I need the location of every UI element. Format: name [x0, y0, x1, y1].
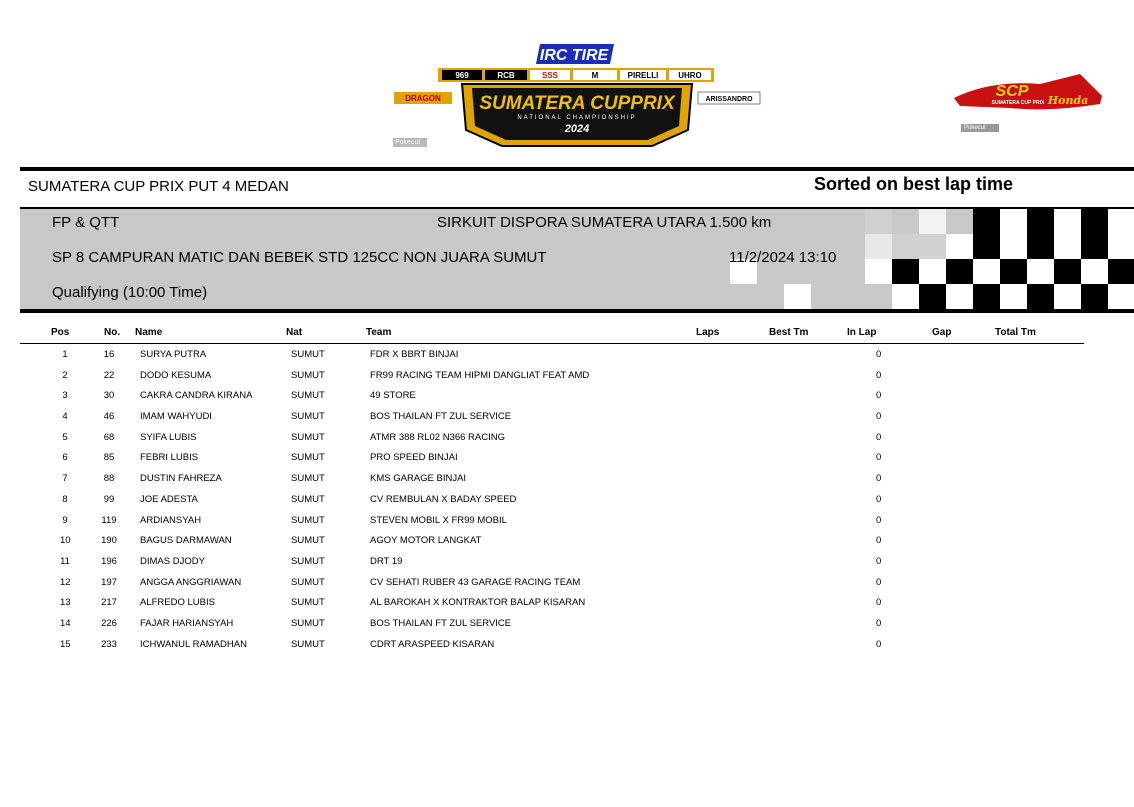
row-in-lap: 0 [876, 452, 882, 464]
row-in-lap: 0 [876, 514, 882, 526]
checker-square [1027, 259, 1054, 284]
header-bottom-rule [20, 309, 1134, 313]
table-row [20, 530, 1084, 551]
col-no: No. [104, 327, 121, 338]
main-year-text: 2024 [564, 123, 590, 135]
checker-square [946, 259, 973, 284]
row-rider-name: ICHWANUL RAMADHAN [140, 638, 247, 650]
row-nationality: SUMUT [291, 452, 325, 464]
sponsor-sss: SSS [541, 71, 559, 80]
qualifying-label: Qualifying (10:00 Time) [52, 284, 208, 301]
row-pos: 9 [62, 514, 68, 526]
row-rider-name: DIMAS DJODY [140, 555, 205, 567]
row-pos: 13 [60, 597, 71, 609]
checker-square [1108, 259, 1134, 284]
col-laps: Laps [696, 327, 720, 338]
row-nationality: SUMUT [291, 473, 325, 485]
checker-square [1054, 284, 1081, 309]
checker-square [973, 209, 1000, 234]
row-pos: 15 [60, 638, 71, 650]
checker-square [1027, 234, 1054, 259]
row-nationality: SUMUT [291, 514, 325, 526]
row-number: 85 [103, 452, 115, 464]
row-nationality: SUMUT [291, 369, 325, 381]
row-team: BOS THAILAN FT ZUL SERVICE [370, 617, 512, 629]
sponsor-969: 969 [455, 71, 469, 80]
col-team: Team [366, 327, 392, 338]
sponsor-uhro: UHRO [678, 71, 702, 80]
row-pos: 7 [62, 473, 68, 485]
row-rider-name: CAKRA CANDRA KIRANA [140, 390, 253, 402]
checker-square [892, 234, 919, 259]
row-number: 190 [101, 535, 117, 547]
table-row [20, 613, 1084, 634]
row-team: BOS THAILAN FT ZUL SERVICE [370, 411, 512, 423]
checker-square [1027, 284, 1054, 309]
row-rider-name: IMAM WAHYUDI [140, 411, 212, 423]
checker-square [1081, 234, 1108, 259]
row-nationality: SUMUT [291, 349, 325, 360]
table-row [20, 385, 1084, 406]
checker-square [1081, 284, 1108, 309]
row-pos: 10 [60, 535, 71, 547]
row-team: CDRT ARASPEED KISARAN [370, 638, 495, 650]
row-nationality: SUMUT [291, 555, 325, 567]
table-row [20, 365, 1084, 386]
row-rider-name: SYIFA LUBIS [140, 431, 197, 443]
row-team: CV SEHATI RUBER 43 GARAGE RACING TEAM [370, 576, 581, 588]
row-number: 46 [103, 411, 115, 423]
row-team: PRO SPEED BINJAI [370, 452, 458, 464]
checker-square [784, 284, 811, 309]
row-rider-name: FAJAR HARIANSYAH [140, 617, 234, 629]
pokecut-tag-right: Pokecut [961, 124, 999, 132]
checker-square [892, 259, 919, 284]
checker-square [1108, 234, 1134, 259]
checker-square [1081, 209, 1108, 234]
session-label: FP & QTT [52, 214, 120, 231]
checker-square [865, 209, 892, 234]
checker-square [1108, 209, 1134, 234]
datetime-label: 11/2/2024 13:10 [729, 249, 837, 266]
checker-square [973, 234, 1000, 259]
row-pos: 5 [62, 431, 68, 443]
col-pos: Pos [51, 327, 70, 338]
row-team: AL BAROKAH X KONTRAKTOR BALAP KISARAN [370, 597, 586, 609]
table-row [20, 406, 1084, 427]
checker-square [1000, 284, 1027, 309]
row-rider-name: DODO KESUMA [140, 369, 212, 381]
col-total-tm: Total Tm [995, 327, 1036, 338]
row-rider-name: SURYA PUTRA [140, 349, 207, 360]
header-top-rule [20, 167, 1134, 171]
row-team: DRT 19 [370, 555, 403, 567]
sumatera-cupprix-logo [392, 42, 762, 148]
row-pos: 3 [62, 390, 68, 402]
checker-square [865, 234, 892, 259]
irc-logo-text: IRC TIRE [539, 47, 609, 64]
row-rider-name: ARDIANSYAH [140, 514, 202, 526]
row-number: 22 [103, 369, 115, 381]
row-rider-name: ANGGA ANGGRIAWAN [140, 576, 242, 588]
row-in-lap: 0 [876, 493, 882, 505]
row-number: 88 [103, 473, 115, 485]
checker-square [973, 284, 1000, 309]
row-in-lap: 0 [876, 431, 882, 443]
row-team: FR99 RACING TEAM HIPMI DANGLIAT FEAT AMD [370, 369, 590, 381]
table-row [20, 427, 1084, 448]
row-nationality: SUMUT [291, 576, 325, 588]
row-pos: 1 [62, 349, 68, 360]
col-best-tm: Best Tm [769, 327, 809, 338]
row-in-lap: 0 [876, 411, 882, 423]
col-nat: Nat [286, 327, 303, 338]
row-nationality: SUMUT [291, 535, 325, 547]
checker-square [1108, 284, 1134, 309]
checker-square [865, 259, 892, 284]
row-nationality: SUMUT [291, 597, 325, 609]
honda-script-text: Honda [1047, 94, 1089, 107]
checker-square [919, 259, 946, 284]
checker-square [892, 284, 919, 309]
table-row [20, 468, 1084, 489]
row-pos: 12 [60, 576, 71, 588]
row-rider-name: FEBRI LUBIS [140, 452, 199, 464]
sponsor-rcb: RCB [497, 71, 515, 80]
row-pos: 11 [60, 555, 70, 567]
row-in-lap: 0 [876, 555, 882, 567]
pokecut-tag-left: Pokecut [393, 138, 427, 147]
row-team: 49 STORE [370, 390, 416, 402]
results-table-body [20, 344, 1084, 654]
row-number: 30 [103, 390, 115, 402]
sponsor-pirelli: PIRELLI [627, 71, 659, 80]
row-pos: 6 [62, 452, 68, 464]
col-in-lap: In Lap [847, 327, 877, 338]
row-pos: 8 [62, 493, 68, 505]
table-row [20, 344, 1084, 365]
scp-text: SCP [995, 83, 1029, 100]
checker-square [919, 284, 946, 309]
checker-square [1054, 209, 1081, 234]
table-row [20, 551, 1084, 572]
checker-square [946, 234, 973, 259]
row-number: 16 [103, 349, 115, 360]
class-label: SP 8 CAMPURAN MATIC DAN BEBEK STD 125CC NON JUARA SUMUT [52, 249, 547, 266]
row-in-lap: 0 [876, 535, 882, 547]
row-number: 217 [101, 597, 117, 609]
row-number: 233 [101, 638, 117, 650]
checker-square [1000, 259, 1027, 284]
row-pos: 14 [60, 617, 71, 629]
row-nationality: SUMUT [291, 431, 325, 443]
row-in-lap: 0 [876, 473, 882, 485]
sponsor-arissandro: ARISSANDRO [705, 96, 753, 103]
row-in-lap: 0 [876, 369, 882, 381]
event-title: SUMATERA CUP PRIX PUT 4 MEDAN [28, 178, 289, 195]
row-nationality: SUMUT [291, 493, 325, 505]
row-in-lap: 0 [876, 597, 882, 609]
row-number: 196 [101, 555, 117, 567]
checker-square [973, 259, 1000, 284]
row-pos: 2 [62, 369, 68, 381]
row-team: STEVEN MOBIL X FR99 MOBIL [370, 514, 507, 526]
main-title-text: SUMATERA CUPPRIX [479, 93, 675, 114]
sorted-label: Sorted on best lap time [814, 174, 1014, 194]
row-number: 68 [103, 431, 115, 443]
row-number: 119 [101, 514, 117, 526]
checker-square [1081, 259, 1108, 284]
table-row [20, 510, 1084, 531]
col-name: Name [135, 327, 163, 338]
table-row [20, 447, 1084, 468]
scp-sub-text: SUMATERA CUP PRIX [991, 100, 1045, 106]
row-in-lap: 0 [876, 638, 882, 650]
row-rider-name: JOE ADESTA [140, 493, 198, 505]
results-table-header [20, 326, 1084, 344]
circuit-label: SIRKUIT DISPORA SUMATERA UTARA 1.500 km [437, 214, 772, 231]
checker-square [919, 209, 946, 234]
checker-square [1000, 209, 1027, 234]
row-number: 226 [101, 617, 117, 629]
checker-square [1027, 209, 1054, 234]
sponsor-m: M [591, 71, 599, 80]
row-team: AGOY MOTOR LANGKAT [370, 535, 482, 547]
row-in-lap: 0 [876, 617, 882, 629]
row-in-lap: 0 [876, 390, 882, 402]
table-row [20, 634, 1084, 655]
row-in-lap: 0 [876, 349, 882, 360]
table-row [20, 592, 1084, 613]
row-team: KMS GARAGE BINJAI [370, 473, 467, 485]
row-team: CV REMBULAN X BADAY SPEED [370, 493, 517, 505]
row-team: ATMR 388 RL02 N366 RACING [370, 431, 505, 443]
sponsor-dragon: DRAGON [405, 94, 441, 103]
table-row [20, 489, 1084, 510]
checker-square [1054, 234, 1081, 259]
row-pos: 4 [62, 411, 68, 423]
row-rider-name: ALFREDO LUBIS [140, 597, 215, 609]
checker-square [946, 284, 973, 309]
row-nationality: SUMUT [291, 390, 325, 402]
checker-square [1000, 234, 1027, 259]
row-nationality: SUMUT [291, 617, 325, 629]
col-gap: Gap [932, 327, 952, 338]
table-row [20, 572, 1084, 593]
main-subtitle-text: NATIONAL CHAMPIONSHIP [517, 115, 637, 121]
checker-square [919, 234, 946, 259]
row-nationality: SUMUT [291, 638, 325, 650]
row-team: FDR X BBRT BINJAI [370, 349, 459, 360]
checker-square [1054, 259, 1081, 284]
row-in-lap: 0 [876, 576, 882, 588]
row-rider-name: BAGUS DARMAWAN [140, 535, 232, 547]
row-number: 99 [103, 493, 115, 505]
row-nationality: SUMUT [291, 411, 325, 423]
row-number: 197 [101, 576, 117, 588]
row-rider-name: DUSTIN FAHREZA [140, 473, 222, 485]
